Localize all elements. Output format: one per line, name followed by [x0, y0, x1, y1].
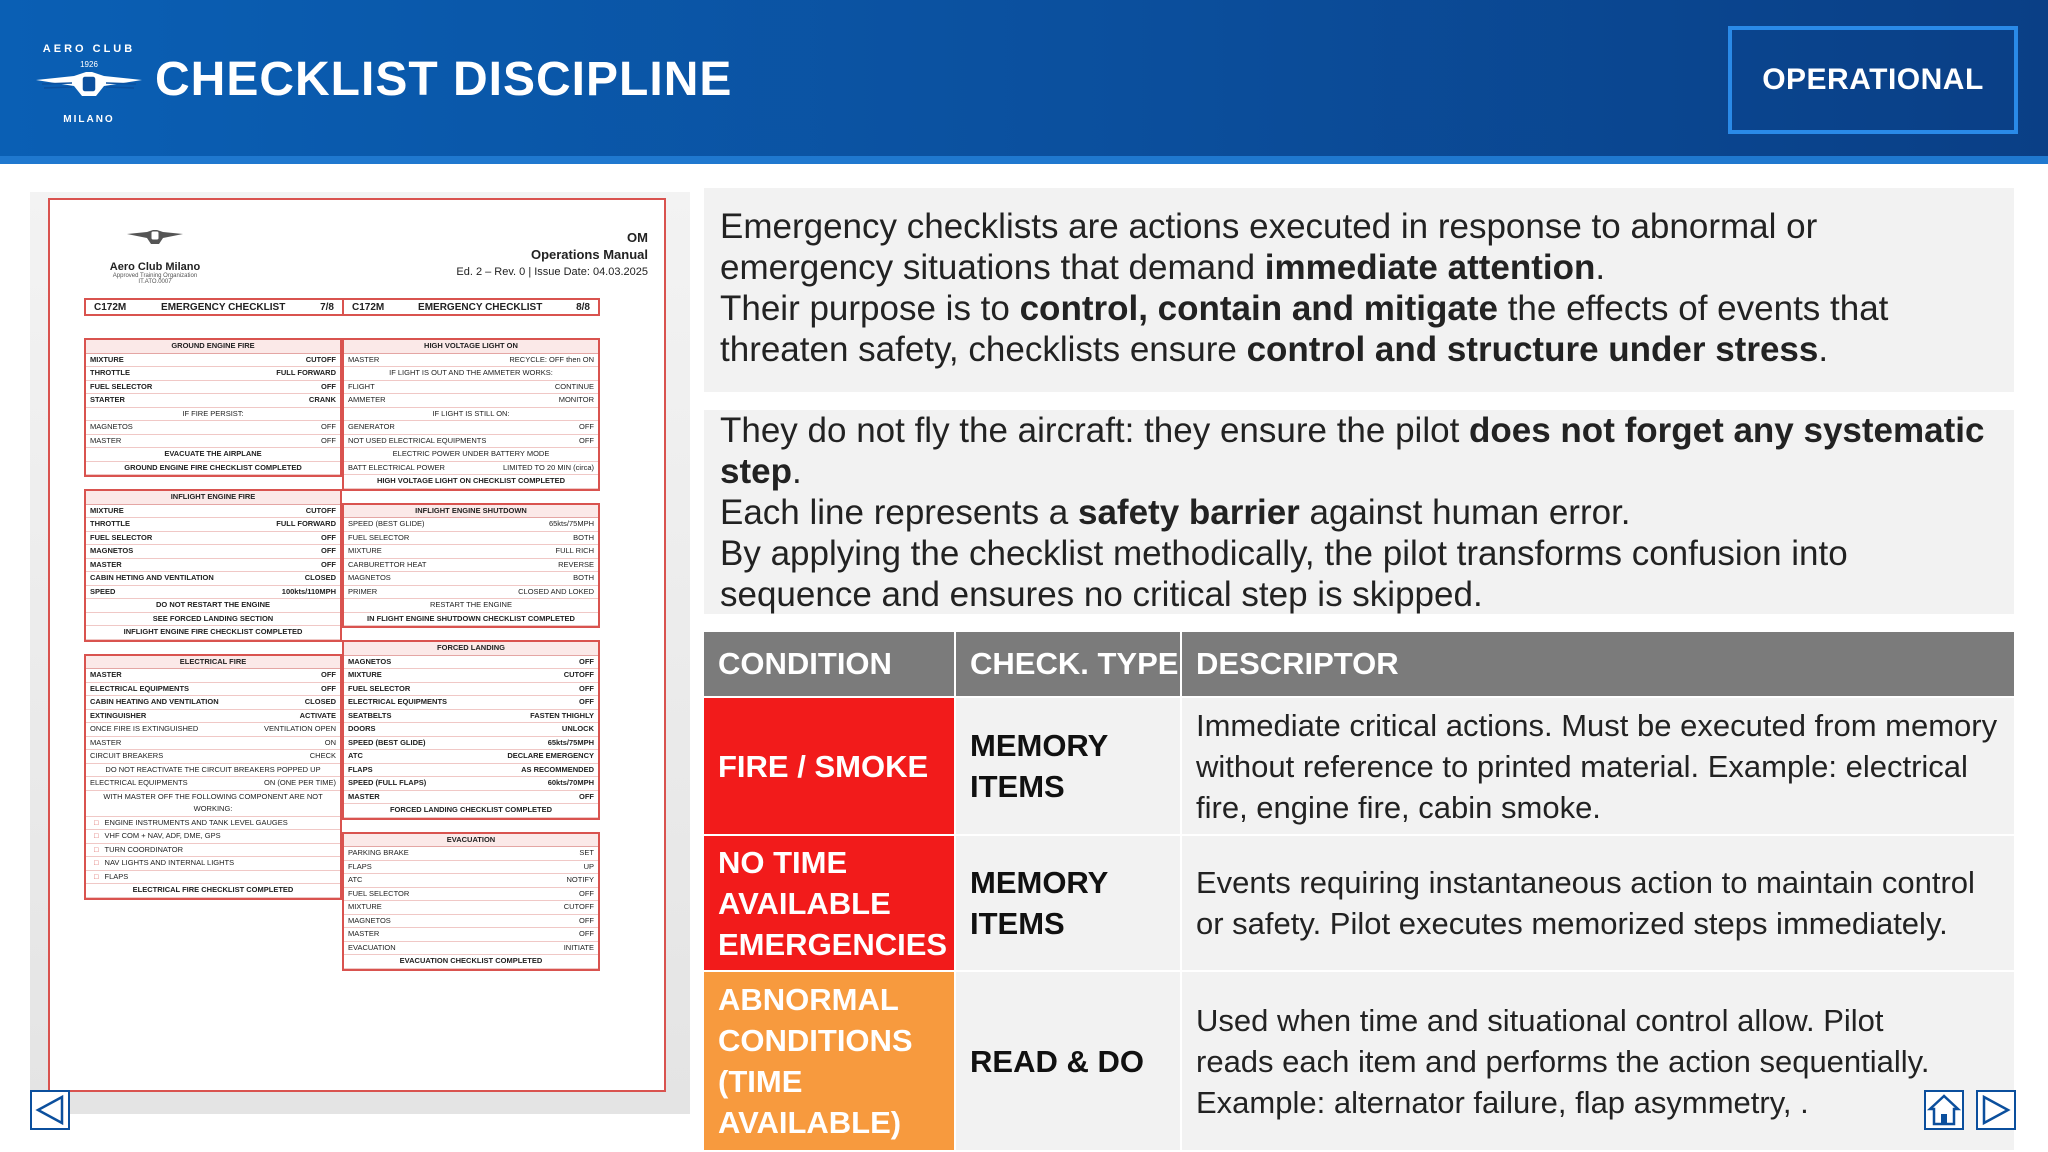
checklist-item: FUEL SELECTOR: [90, 381, 153, 391]
checklist-title: INFLIGHT ENGINE SHUTDOWN: [344, 505, 598, 519]
checklist-item: SEATBELTS: [348, 710, 392, 720]
operational-badge: OPERATIONAL: [1728, 26, 2018, 134]
checklist-note: DO NOT REACTIVATE THE CIRCUIT BREAKERS POPPED UP: [86, 764, 340, 778]
checklist-row: [344, 559, 598, 573]
checklist-action: OFF: [321, 559, 336, 569]
checklist-item: CARBURETTOR HEAT: [348, 559, 427, 569]
condition-cell: ABNORMAL CONDITIONS (TIME AVAILABLE): [704, 972, 956, 1150]
table-row: [704, 970, 2014, 1150]
checklist-item: FUEL SELECTOR: [348, 532, 410, 542]
condition-cell: NO TIME AVAILABLE EMERGENCIES: [704, 836, 956, 970]
header-descriptor: DESCRIPTOR: [1196, 646, 1399, 681]
intro-text-box: [704, 188, 2014, 392]
doc-left-tab-title: EMERGENCY CHECKLIST: [161, 301, 286, 313]
checklist-section: [342, 338, 600, 491]
doc-right-tab: [342, 298, 600, 316]
doc-om: OM: [627, 230, 648, 245]
checklist-action: 100kts/110MPH: [281, 586, 336, 596]
checklist-item: AMMETER: [348, 395, 386, 404]
body-text: .: [1818, 330, 1829, 369]
checklist-row: [86, 559, 340, 573]
doc-manual: Operations Manual: [530, 247, 648, 262]
condition-cell: FIRE / SMOKE: [704, 698, 956, 834]
checklist-item: MASTER: [90, 559, 122, 569]
checklist-bullet: □ FLAPS: [86, 871, 340, 885]
doc-manual-block: [456, 230, 648, 278]
checklist-action: OFF: [579, 888, 594, 898]
checklist-row: [86, 381, 340, 395]
checklist-action: OFF: [579, 791, 594, 801]
doc-left-tab: [84, 298, 344, 316]
checklist-bullet: □ ENGINE INSTRUMENTS AND TANK LEVEL GAUGES: [86, 817, 340, 831]
checklist-row: [344, 737, 598, 751]
header-stripe: [0, 156, 2048, 164]
checklist-item: MIXTURE: [90, 505, 124, 515]
checklist-row: [344, 656, 598, 670]
checklist-row: [344, 777, 598, 791]
checklist-note: ELECTRICAL FIRE CHECKLIST COMPLETED: [86, 884, 340, 898]
checklist-row: [344, 435, 598, 449]
checklist-row: [86, 696, 340, 710]
checklist-title: GROUND ENGINE FIRE: [86, 340, 340, 354]
checklist-row: [86, 737, 340, 751]
home-icon: [1927, 1093, 1961, 1127]
arrow-right-icon: [1980, 1094, 2012, 1126]
checklist-note: RESTART THE ENGINE: [344, 599, 598, 613]
body-text: .: [1595, 248, 1606, 287]
checklist-row: [344, 888, 598, 902]
checklist-item: ATC: [348, 751, 363, 760]
checklist-item: GENERATOR: [348, 422, 395, 431]
checklist-row: [344, 861, 598, 875]
doc-left-tab-page: 7/8: [320, 301, 334, 313]
descriptor-cell: Events requiring instantaneous action to maintain control or safety. Pilot executes memorized steps immediately.: [1182, 836, 2014, 970]
checklist-row: [344, 381, 598, 395]
checklist-row: [344, 791, 598, 805]
checklist-item: MAGNETOS: [90, 546, 134, 555]
doc-club-logo: [125, 218, 185, 252]
checklist-item: MASTER: [348, 354, 380, 364]
checklist-action: INITIATE: [563, 942, 594, 952]
body-text: the effects of events that threaten safety, checklists ensure: [720, 289, 1889, 369]
header-condition: CONDITION: [704, 632, 956, 696]
body-text: against human error.: [1299, 493, 1631, 532]
checklist-row: [344, 928, 598, 942]
checklist-action: FULL RICH: [555, 546, 594, 555]
checklist-section: [84, 489, 342, 642]
checklist-section: [342, 832, 600, 971]
checklist-item: BATT ELECTRICAL POWER: [348, 462, 445, 472]
checklist-title: ELECTRICAL FIRE: [86, 656, 340, 670]
body-text: Each line represents a: [720, 493, 1078, 532]
check-type-cell: MEMORY ITEMS: [956, 698, 1182, 834]
logo-top-text: AERO CLUB: [42, 43, 136, 55]
checklist-section: [342, 503, 600, 629]
checklist-row: [344, 518, 598, 532]
checklist-row: [344, 696, 598, 710]
checklist-action: OFF: [321, 532, 336, 542]
checklist-row: [344, 572, 598, 586]
next-slide-button[interactable]: [1976, 1090, 2016, 1130]
checklist-item: DOORS: [348, 724, 376, 733]
intro-paragraph: [720, 206, 1998, 370]
checklist-row: [344, 915, 598, 929]
checklist-row: [86, 750, 340, 764]
checklist-title: FORCED LANDING: [344, 642, 598, 656]
checklist-item: ELECTRICAL EQUIPMENTS: [90, 778, 188, 787]
checklist-title: HIGH VOLTAGE LIGHT ON: [344, 340, 598, 354]
checklist-item: EVACUATION: [348, 942, 396, 952]
checklist-item: MAGNETOS: [348, 656, 392, 666]
checklist-document-image: [48, 198, 666, 1092]
checklist-item: PARKING BRAKE: [348, 848, 409, 857]
emphasis-text: control and structure under stress: [1246, 330, 1819, 369]
checklist-row: [86, 421, 340, 435]
checklist-note: EVACUATE THE AIRPLANE: [86, 448, 340, 462]
emphasis-text: safety barrier: [1077, 493, 1300, 532]
body-text: Their purpose is to: [720, 289, 1020, 328]
checklist-item: ELECTRICAL EQUIPMENTS: [348, 697, 448, 706]
checklist-action: OFF: [579, 422, 594, 431]
checklist-item: PRIMER: [348, 586, 378, 596]
checklist-item: EXTINGUISHER: [90, 710, 147, 720]
checklist-action: OFF: [579, 656, 594, 666]
doc-club-name: Aero Club Milano: [109, 261, 201, 273]
checklist-action: CUTOFF: [563, 670, 594, 679]
checklist-row: [344, 901, 598, 915]
doc-right-tab-title: EMERGENCY CHECKLIST: [418, 301, 543, 313]
checklist-action: OFF: [321, 670, 336, 679]
checklist-action: OFF: [579, 915, 594, 925]
checklist-row: [344, 532, 598, 546]
checklist-action: SET: [579, 848, 594, 857]
home-button[interactable]: [1924, 1090, 1964, 1130]
checklist-item: MIXTURE: [348, 902, 382, 911]
checklist-action: CUTOFF: [305, 354, 336, 364]
checklist-row: [86, 545, 340, 559]
body-text: They do not fly the aircraft: they ensure the pilot: [720, 411, 1470, 450]
checklist-row: [86, 518, 340, 532]
checklist-action: OFF: [321, 381, 336, 391]
checklist-row: [344, 942, 598, 956]
doc-club-block: [90, 218, 220, 285]
checklist-row: [86, 505, 340, 519]
checklist-action: ON: [324, 737, 336, 747]
checklist-action: VENTILATION OPEN: [264, 724, 336, 733]
checklist-action: CLOSED: [304, 697, 336, 706]
checklist-action: UNLOCK: [561, 724, 594, 733]
checklist-action: OFF: [321, 683, 336, 693]
checklist-action: LIMITED TO 20 MIN (circa): [503, 462, 594, 472]
table-row: [704, 696, 2014, 834]
checklist-item: MIXTURE: [90, 354, 124, 364]
doc-right-tab-page: 8/8: [576, 301, 590, 313]
descriptor-cell: Used when time and situational control allow. Pilot reads each item and performs the action sequentially. Example: alternator failure, flap asymmetry, .: [1182, 972, 2014, 1150]
checklist-row: [86, 367, 340, 381]
checklist-action: AS RECOMMENDED: [521, 764, 594, 774]
checklist-action: BOTH: [573, 532, 594, 542]
checklist-action: 60kts/70MPH: [547, 778, 594, 787]
checklist-item: FUEL SELECTOR: [90, 532, 153, 542]
checklist-types-table: [704, 632, 2014, 1150]
checklist-row: [344, 545, 598, 559]
checklist-note: SEE FORCED LANDING SECTION: [86, 613, 340, 627]
checklist-action: REVERSE: [558, 559, 594, 569]
checklist-row: [344, 874, 598, 888]
emphasis-text: does not forget any systematic step: [720, 411, 1985, 491]
checklist-note: EVACUATION CHECKLIST COMPLETED: [344, 955, 598, 969]
checklist-row: [86, 723, 340, 737]
emphasis-text: immediate attention: [1264, 248, 1596, 287]
checklist-row: [344, 586, 598, 600]
logo-bottom-text: MILANO: [63, 114, 115, 125]
checklist-item: MIXTURE: [348, 546, 382, 555]
logo-year: 1926: [80, 60, 98, 69]
checklist-row: [344, 669, 598, 683]
emphasis-text: control, contain and mitigate: [1019, 289, 1498, 328]
body-text: By applying the checklist methodically, the pilot transforms confusion into sequence and ensures no critical step is skipped.: [720, 534, 1848, 614]
checklist-row: [344, 710, 598, 724]
checklist-action: NOTIFY: [566, 875, 594, 884]
checklist-action: CHECK: [309, 751, 336, 760]
checklist-row: [86, 777, 340, 791]
checklist-item: SPEED (FULL FLAPS): [348, 778, 427, 787]
checklist-action: CLOSED: [304, 573, 336, 582]
checklist-item: MIXTURE: [348, 670, 382, 679]
doc-left-tab-model: C172M: [94, 301, 127, 313]
checklist-action: UP: [583, 861, 594, 871]
checklist-action: OFF: [579, 683, 594, 693]
checklist-action: OFF: [579, 435, 594, 445]
checklist-row: [86, 354, 340, 368]
check-type-cell: MEMORY ITEMS: [956, 836, 1182, 970]
body-text: Emergency checklists are actions executed in response to abnormal or emergency situations that demand: [720, 207, 1818, 287]
checklist-item: THROTTLE: [90, 368, 130, 377]
checklist-item: STARTER: [90, 395, 125, 404]
checklist-row: [86, 394, 340, 408]
checklist-item: MASTER: [348, 929, 380, 938]
checklist-row: [344, 394, 598, 408]
checklist-row: [344, 847, 598, 861]
checklist-item: SPEED: [90, 586, 116, 596]
checklist-action: OFF: [579, 697, 594, 706]
doc-left-column: [84, 338, 342, 912]
checklist-bullet: □ VHF COM + NAV, ADF, DME, GPS: [86, 830, 340, 844]
descriptor-cell: Immediate critical actions. Must be executed from memory without reference to printed material. Example: electrical fire, engine fire, cabin smoke.: [1182, 698, 2014, 834]
checklist-note: IN FLIGHT ENGINE SHUTDOWN CHECKLIST COMPLETED: [344, 613, 598, 627]
checklist-action: FASTEN THIGHLY: [530, 710, 594, 720]
checklist-item: CIRCUIT BREAKERS: [90, 751, 164, 760]
checklist-row: [86, 669, 340, 683]
checklist-item: MASTER: [348, 791, 380, 801]
checklist-note: IF LIGHT IS OUT AND THE AMMETER WORKS:: [344, 367, 598, 381]
checklist-row: [86, 572, 340, 586]
checklist-action: BOTH: [573, 573, 594, 582]
checklist-item: ATC: [348, 875, 363, 884]
checklist-note: IF LIGHT IS STILL ON:: [344, 408, 598, 422]
checklist-row: [344, 764, 598, 778]
checklist-note: DO NOT RESTART THE ENGINE: [86, 599, 340, 613]
checklist-action: 65kts/75MPH: [547, 737, 594, 747]
body-text: .: [791, 452, 802, 491]
checklist-item: THROTTLE: [90, 519, 130, 528]
checklist-action: OFF: [321, 546, 336, 555]
purpose-paragraph: [720, 410, 1998, 615]
checklist-item: FLIGHT: [348, 381, 375, 391]
table-row: [704, 834, 2014, 970]
checklist-item: MAGNETOS: [348, 915, 391, 925]
checklist-row: [344, 723, 598, 737]
checklist-row: [344, 683, 598, 697]
checklist-item: ELECTRICAL EQUIPMENTS: [90, 683, 190, 693]
checklist-item: MASTER: [90, 737, 122, 747]
checklist-note: INFLIGHT ENGINE FIRE CHECKLIST COMPLETED: [86, 626, 340, 640]
checklist-action: CUTOFF: [563, 902, 594, 911]
checklist-action: FULL FORWARD: [276, 368, 336, 377]
checklist-item: SPEED (BEST GLIDE): [348, 519, 425, 528]
checklist-note: GROUND ENGINE FIRE CHECKLIST COMPLETED: [86, 462, 340, 476]
checklist-action: ON (ONE PER TIME): [264, 778, 336, 787]
header-check-type: CHECK. TYPE: [956, 632, 1182, 696]
checklist-bullet: □ TURN COORDINATOR: [86, 844, 340, 858]
doc-right-tab-model: C172M: [352, 301, 385, 313]
checklist-item: MASTER: [90, 435, 122, 445]
checklist-item: FUEL SELECTOR: [348, 888, 410, 898]
checklist-action: OFF: [321, 422, 336, 431]
checklist-item: ONCE FIRE IS EXTINGUISHED: [90, 724, 199, 733]
checklist-action: 65kts/75MPH: [548, 519, 594, 528]
checklist-action: OFF: [321, 435, 336, 445]
previous-slide-button[interactable]: [30, 1090, 70, 1130]
checklist-action: MONITOR: [558, 395, 594, 404]
checklist-action: OFF: [579, 929, 594, 938]
checklist-note: WITH MASTER OFF THE FOLLOWING COMPONENT ARE NOT WORKING:: [86, 791, 340, 817]
page-title: CHECKLIST DISCIPLINE: [155, 53, 733, 106]
checklist-item: MAGNETOS: [90, 422, 133, 431]
doc-edition: Ed. 2 – Rev. 0 | Issue Date: 04.03.2025: [456, 266, 648, 278]
arrow-left-icon: [34, 1094, 66, 1126]
checklist-item: CABIN HETING AND VENTILATION: [90, 573, 214, 582]
checklist-row: [86, 710, 340, 724]
checklist-section: [342, 640, 600, 820]
checklist-row: [86, 683, 340, 697]
checklist-section: [84, 654, 342, 900]
checklist-action: ACTIVATE: [299, 710, 336, 720]
doc-club-code: IT.ATO.0007: [138, 279, 172, 285]
checklist-title: INFLIGHT ENGINE FIRE: [86, 491, 340, 505]
checklist-item: MAGNETOS: [348, 573, 391, 582]
doc-club-sub: Approved Training Organization: [112, 273, 198, 279]
checklist-item: FUEL SELECTOR: [348, 683, 411, 693]
checklist-row: [344, 462, 598, 476]
table-header-row: [704, 632, 2014, 696]
aero-club-logo: [34, 38, 144, 126]
checklist-action: RECYCLE: OFF then ON: [509, 354, 594, 364]
checklist-title: EVACUATION: [344, 834, 598, 848]
checklist-item: FLAPS: [348, 764, 373, 774]
checklist-row: [86, 435, 340, 449]
doc-right-column: [342, 338, 600, 983]
check-type-cell: READ & DO: [956, 972, 1182, 1150]
checklist-item: MASTER: [90, 670, 122, 679]
checklist-section: [84, 338, 342, 477]
checklist-item: FLAPS: [348, 861, 372, 871]
checklist-action: CRANK: [308, 395, 336, 404]
checklist-row: [344, 354, 598, 368]
checklist-item: SPEED (BEST GLIDE): [348, 737, 426, 747]
checklist-row: [86, 532, 340, 546]
checklist-action: CONTINUE: [554, 381, 594, 391]
checklist-note: ELECTRIC POWER UNDER BATTERY MODE: [344, 448, 598, 462]
checklist-bullet: □ NAV LIGHTS AND INTERNAL LIGHTS: [86, 857, 340, 871]
checklist-action: CUTOFF: [305, 505, 336, 515]
purpose-text-box: [704, 410, 2014, 614]
checklist-note: FORCED LANDING CHECKLIST COMPLETED: [344, 804, 598, 818]
checklist-note: IF FIRE PERSIST:: [86, 408, 340, 422]
checklist-note: HIGH VOLTAGE LIGHT ON CHECKLIST COMPLETED: [344, 475, 598, 489]
checklist-row: [344, 750, 598, 764]
checklist-action: DECLARE EMERGENCY: [507, 751, 594, 760]
checklist-item: CABIN HEATING AND VENTILATION: [90, 697, 219, 706]
checklist-item: NOT USED ELECTRICAL EQUIPMENTS: [348, 435, 487, 445]
checklist-action: FULL FORWARD: [276, 519, 336, 528]
checklist-action: CLOSED AND LOKED: [518, 586, 594, 596]
checklist-row: [86, 586, 340, 600]
checklist-row: [344, 421, 598, 435]
